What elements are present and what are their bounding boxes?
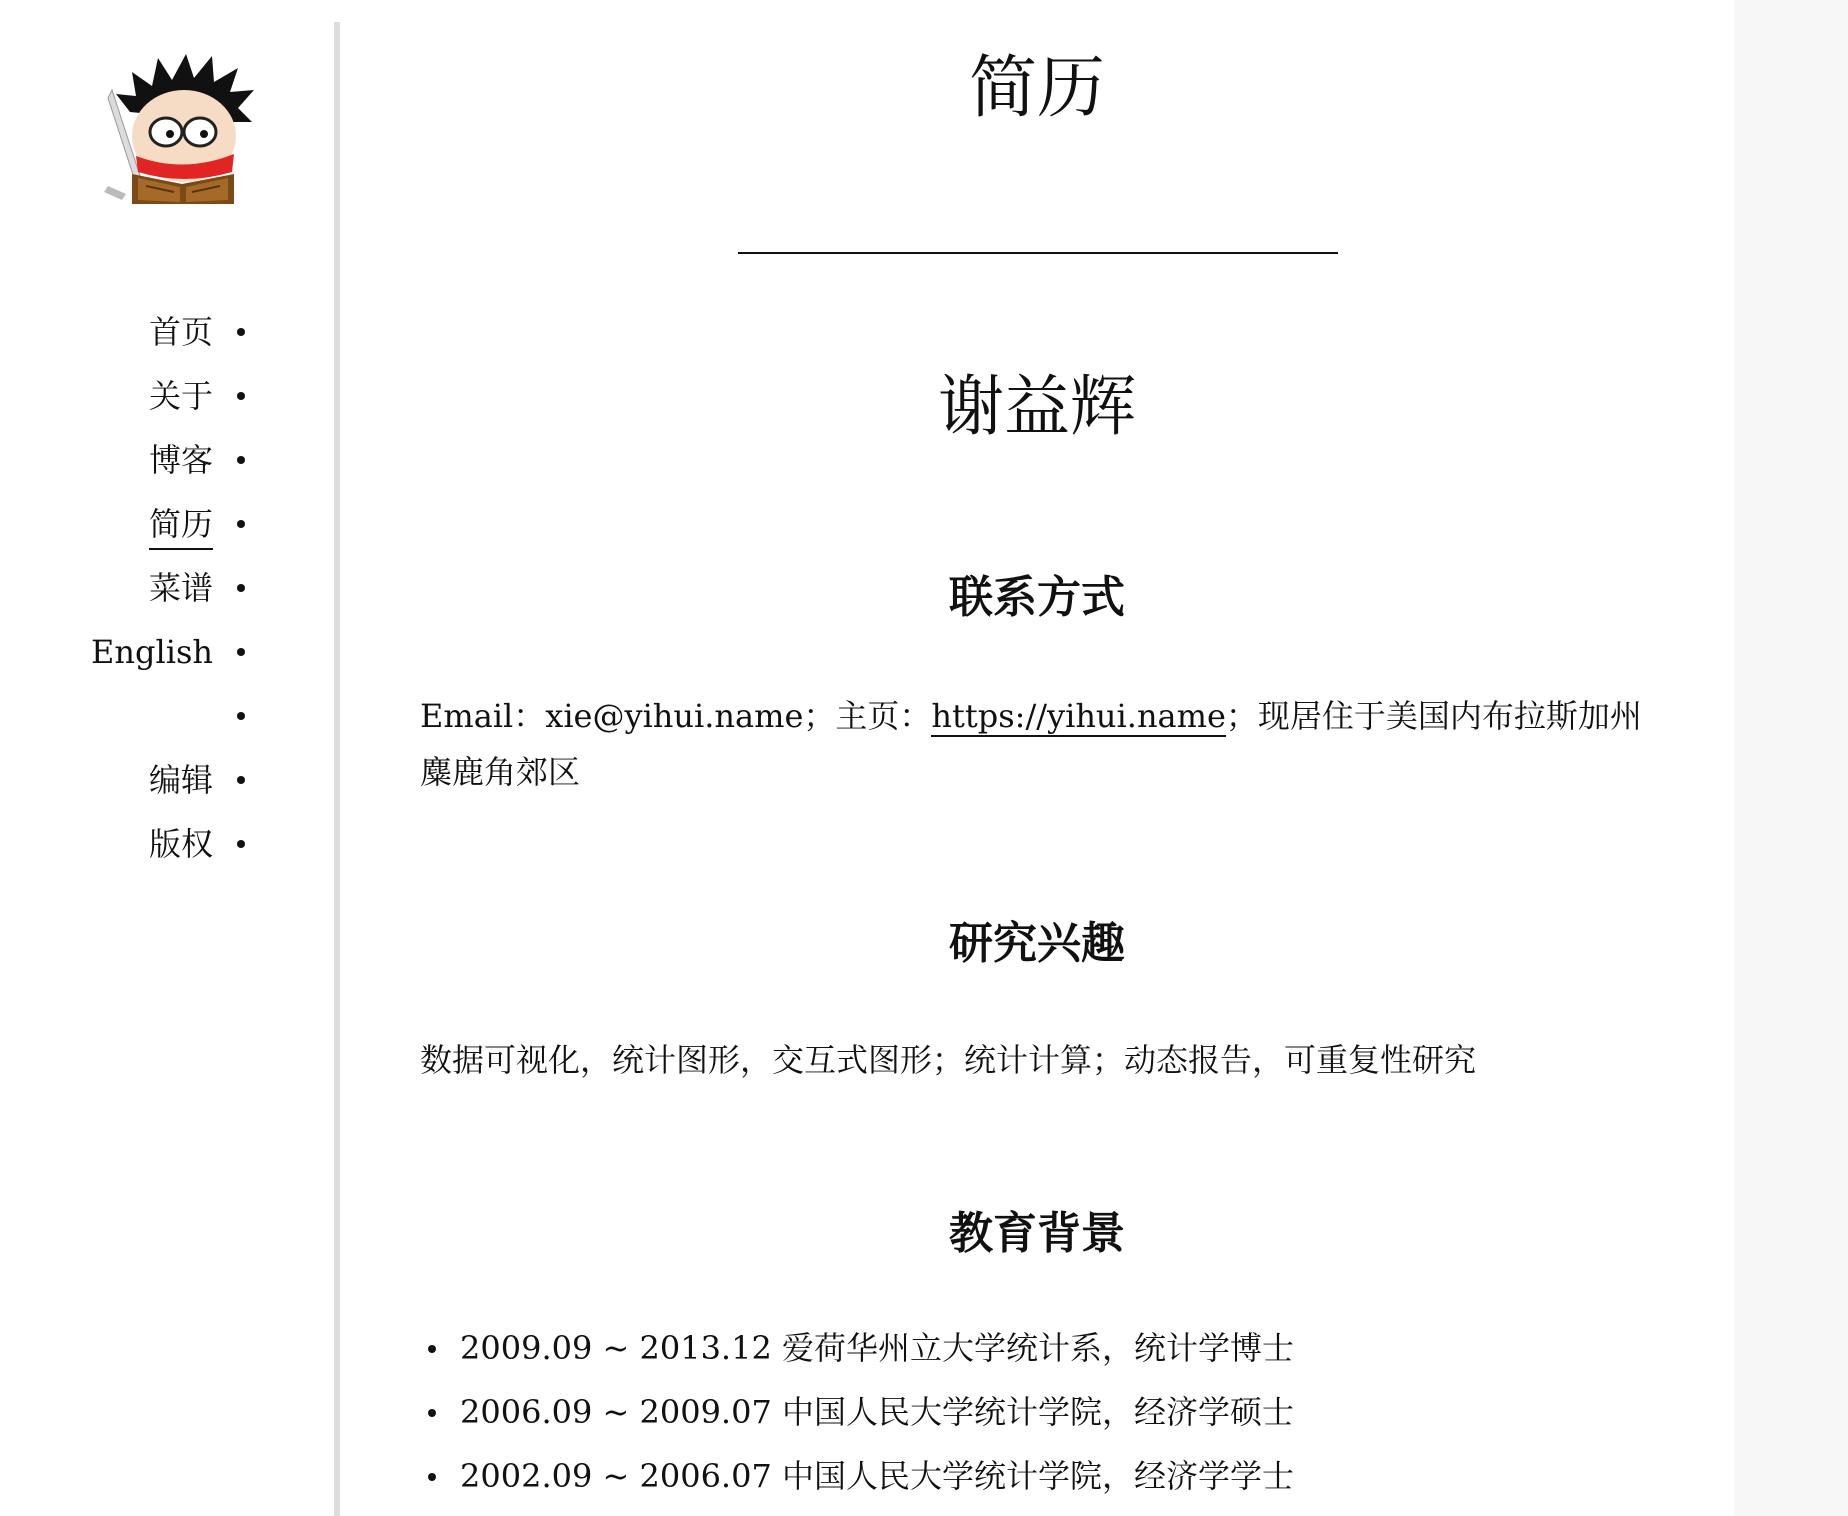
- nav-item-copyright[interactable]: [0, 812, 246, 876]
- homepage-link[interactable]: https://yihui.name: [931, 697, 1226, 735]
- bullet-icon: [237, 776, 245, 784]
- list-item: 2009.09 ~ 2013.12 爱荷华州立大学统计系，统计学博士: [420, 1316, 1654, 1380]
- nav-item-label[interactable]: English: [91, 633, 213, 671]
- nav-item-empty[interactable]: [0, 684, 246, 748]
- nav-item-label[interactable]: 博客: [148, 441, 213, 479]
- list-item: 2002.09 ~ 2006.07 中国人民大学统计学院，经济学学士: [420, 1444, 1654, 1508]
- nav-item-label[interactable]: 关于: [148, 377, 213, 415]
- bullet-icon: [237, 840, 245, 848]
- right-margin-background: [1734, 0, 1848, 1516]
- bullet-icon: [237, 392, 245, 400]
- avatar[interactable]: [102, 50, 262, 205]
- nav-item-recipes[interactable]: [0, 556, 246, 620]
- bullet-icon: [237, 328, 245, 336]
- education-heading: 教育背景: [949, 1208, 1125, 1259]
- nav-item-home[interactable]: [0, 300, 246, 364]
- author-name: 谢益辉: [938, 368, 1136, 445]
- sidebar-divider: [334, 22, 340, 1516]
- research-heading: 研究兴趣: [949, 918, 1125, 969]
- education-list: [420, 1316, 1654, 1508]
- nav-item-label[interactable]: 编辑: [148, 761, 213, 799]
- contact-paragraph: [420, 688, 1654, 800]
- contact-heading: 联系方式: [949, 572, 1125, 623]
- bullet-icon: [237, 456, 245, 464]
- bullet-icon: [237, 520, 245, 528]
- bullet-icon: [237, 584, 245, 592]
- bullet-icon: [237, 648, 245, 656]
- nav-item-label[interactable]: 版权: [148, 825, 213, 863]
- separator: ；: [803, 697, 836, 735]
- separator: ；: [1225, 697, 1258, 735]
- residence-text: 现居住于美国内布拉斯加州麋鹿角郊区: [420, 697, 1642, 791]
- research-text: 数据可视化，统计图形，交互式图形；统计计算；动态报告，可重复性研究: [420, 1041, 1477, 1079]
- bullet-icon: [237, 712, 245, 720]
- nav-item-edit[interactable]: [0, 748, 246, 812]
- nav-item-cv[interactable]: [0, 492, 246, 556]
- home-label: 主页：: [835, 697, 932, 735]
- nav-item-about[interactable]: [0, 364, 246, 428]
- page-title: 简历: [968, 49, 1105, 128]
- email-address: xie@yihui.name: [545, 697, 804, 735]
- nav-item-blog[interactable]: [0, 428, 246, 492]
- sidebar: [0, 0, 336, 1516]
- list-item: 2006.09 ~ 2009.07 中国人民大学统计学院，经济学硕士: [420, 1380, 1654, 1444]
- nav-item-label[interactable]: 首页: [148, 313, 213, 351]
- main-nav: [0, 300, 246, 876]
- nav-item-label[interactable]: 菜谱: [148, 569, 213, 607]
- title-divider: [738, 252, 1338, 254]
- nav-item-english[interactable]: [0, 620, 246, 684]
- email-label: Email：: [420, 697, 546, 735]
- nav-item-label[interactable]: 简历: [149, 500, 213, 550]
